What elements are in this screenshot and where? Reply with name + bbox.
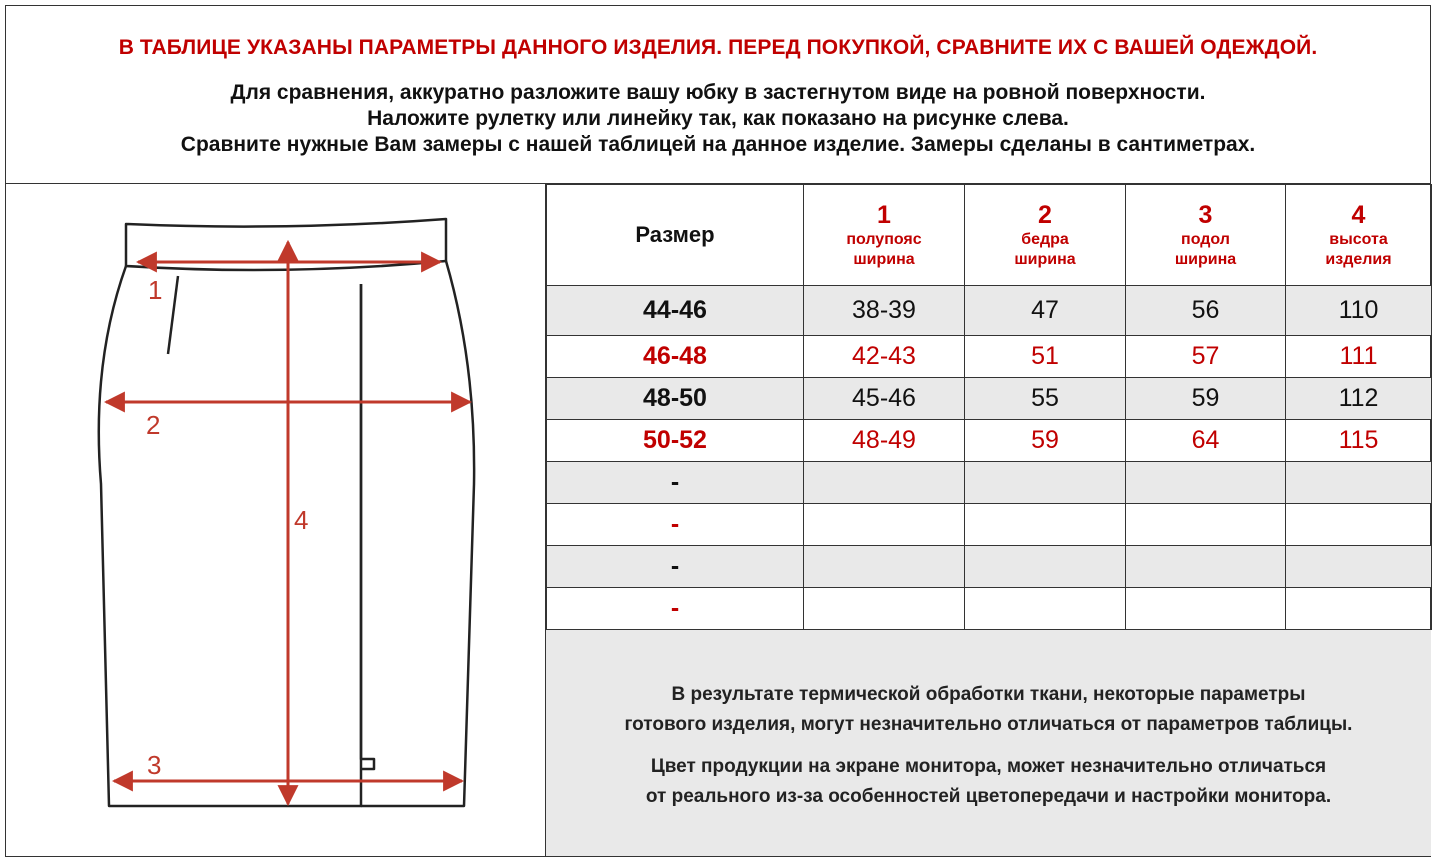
table-row <box>547 546 1432 588</box>
table-cell: 111 <box>1286 336 1432 378</box>
table-row <box>547 378 1432 420</box>
label-2: 2 <box>146 410 161 440</box>
label-4: 4 <box>294 505 309 535</box>
page-title: В ТАБЛИЦЕ УКАЗАНЫ ПАРАМЕТРЫ ДАННОГО ИЗДЕЛИЯ. ПЕРЕД ПОКУПКОЙ, СРАВНИТЕ ИХ С ВАШЕЙ ОДЕЖДОЙ. <box>118 36 1318 59</box>
measure-lines <box>106 242 470 804</box>
table-cell <box>804 462 965 504</box>
note-processing <box>546 680 1431 740</box>
header <box>6 6 1430 184</box>
instruction-line-3: Сравните нужные Вам замеры с нашей таблицей на данное изделие. Замеры сделаны в сантиметрах. <box>180 133 1256 156</box>
note-line: от реального из-за особенностей цветопередачи и настройки монитора. <box>645 786 1332 807</box>
instructions <box>6 80 1430 158</box>
table-row <box>547 286 1432 336</box>
table-cell <box>1286 462 1432 504</box>
size-chart <box>5 5 1431 857</box>
size-cell: - <box>547 462 804 504</box>
note-line: Цвет продукции на экране монитора, может незначительно отличаться <box>650 756 1327 777</box>
table-cell <box>1126 546 1286 588</box>
size-cell: 46-48 <box>547 336 804 378</box>
table-cell <box>1126 462 1286 504</box>
size-table <box>546 184 1432 630</box>
skirt-diagram <box>6 184 546 856</box>
table-cell <box>804 588 965 630</box>
skirt-outline <box>99 219 474 806</box>
column-header-3: 3 подол ширина <box>1126 185 1286 286</box>
instruction-line-2: Наложите рулетку или линейку так, как показано на рисунке слева. <box>367 107 1069 130</box>
table-cell: 64 <box>1126 420 1286 462</box>
table-cell: 115 <box>1286 420 1432 462</box>
table-cell: 45-46 <box>804 378 965 420</box>
table-cell <box>1126 588 1286 630</box>
table-cell: 51 <box>965 336 1126 378</box>
table-cell <box>1286 546 1432 588</box>
table-cell <box>965 588 1126 630</box>
size-cell: 48-50 <box>547 378 804 420</box>
table-cell: 57 <box>1126 336 1286 378</box>
note-line: готового изделия, могут незначительно отличаться от параметров таблицы. <box>624 714 1353 735</box>
table-cell: 56 <box>1126 286 1286 336</box>
size-cell: - <box>547 546 804 588</box>
size-header: Размер <box>547 185 804 286</box>
note-line: В результате термической обработки ткани, некоторые параметры <box>671 684 1306 705</box>
size-cell: - <box>547 504 804 546</box>
table-cell <box>965 462 1126 504</box>
instruction-line-1: Для сравнения, аккуратно разложите вашу юбку в застегнутом виде на ровной поверхности. <box>230 81 1206 104</box>
label-1: 1 <box>148 275 163 305</box>
size-cell: 44-46 <box>547 286 804 336</box>
table-cell: 59 <box>965 420 1126 462</box>
table-cell <box>1126 504 1286 546</box>
table-row <box>547 420 1432 462</box>
table-row <box>547 462 1432 504</box>
column-header-2: 2 бедра ширина <box>965 185 1126 286</box>
table-row <box>547 504 1432 546</box>
label-3: 3 <box>147 750 162 780</box>
table-cell: 42-43 <box>804 336 965 378</box>
skirt-diagram-panel <box>6 184 546 856</box>
table-row <box>547 336 1432 378</box>
column-header-1: 1 полупояс ширина <box>804 185 965 286</box>
notes-panel <box>546 630 1431 856</box>
table-cell: 110 <box>1286 286 1432 336</box>
table-cell <box>965 504 1126 546</box>
table-cell <box>1286 504 1432 546</box>
table-cell: 48-49 <box>804 420 965 462</box>
table-cell <box>1286 588 1432 630</box>
table-cell: 59 <box>1126 378 1286 420</box>
table-cell: 112 <box>1286 378 1432 420</box>
table-cell <box>965 546 1126 588</box>
note-color <box>546 752 1431 812</box>
table-cell: 47 <box>965 286 1126 336</box>
table-cell <box>804 546 965 588</box>
size-cell: 50-52 <box>547 420 804 462</box>
table-cell: 55 <box>965 378 1126 420</box>
measure-labels <box>146 275 308 780</box>
size-cell: - <box>547 588 804 630</box>
table-cell <box>804 504 965 546</box>
table-cell: 38-39 <box>804 286 965 336</box>
column-header-4: 4 высота изделия <box>1286 185 1432 286</box>
table-row <box>547 588 1432 630</box>
